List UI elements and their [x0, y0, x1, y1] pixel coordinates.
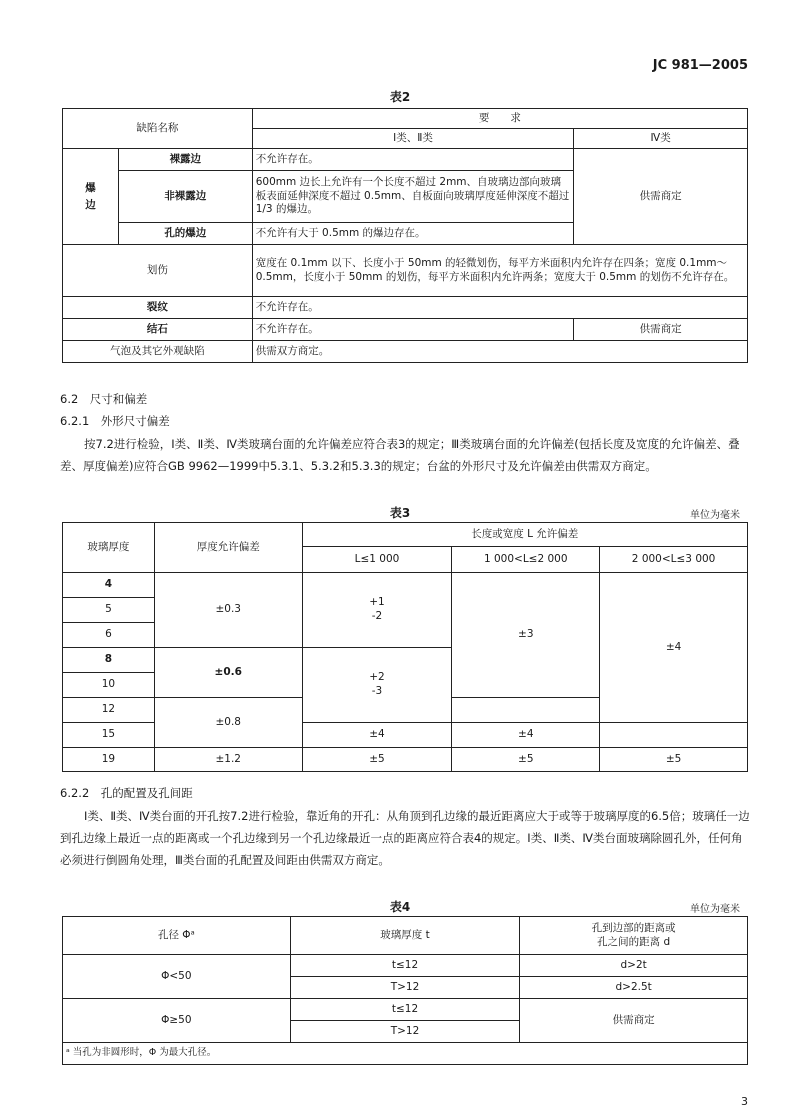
table3-thickness: 5: [63, 598, 155, 623]
table3: [62, 522, 748, 772]
table3-tol-c: ±0.8: [154, 698, 302, 748]
section-6-2-2-body: Ⅰ类、Ⅱ类、Ⅳ类台面的开孔按7.2进行检验，靠近角的开孔：从角顶到孔边缘的最近距离应大于或等于玻璃厚度的6.5倍；玻璃任一边到孔边缘上最近一点的距离或一个孔边缘到另一个孔边缘最近一点的距离应符合表4的规定。Ⅰ类、Ⅱ类、Ⅳ类台面玻璃除圆孔外，任何角必须进行倒圆角处理，Ⅲ类台面的孔配置及间距由供需双方商定。: [60, 809, 750, 867]
table2-row-req: 宽度在 0.1mm 以下、长度小于 50mm 的轻微划伤，每平方米面积内允许存在四条；宽度 0.1mm～0.5mm，长度小于 50mm 的划伤，每平方米面积内允许两条；宽度大于 0.5mm 的划伤不允许存在。: [252, 245, 747, 297]
table4-header-distance: 孔到边部的距离或 孔之间的距离 d: [520, 917, 748, 955]
table2-header-class123: Ⅰ类、Ⅱ类: [252, 129, 574, 149]
page-number: 3: [741, 1095, 748, 1108]
table3-thickness: 10: [63, 673, 155, 698]
section-6-2-title: 6.2 尺寸和偏差: [60, 392, 148, 406]
table2-row-name: 结石: [63, 319, 253, 341]
table3-thickness: 4: [63, 573, 155, 598]
table3-header-c1: L≤1 000: [302, 547, 452, 573]
table3-header-c3: 2 000<L≤3 000: [600, 547, 748, 573]
section-6-2-1-body: 按7.2进行检验，Ⅰ类、Ⅱ类、Ⅳ类玻璃台面的允许偏差应符合表3的规定；Ⅲ类玻璃台面的允许偏差(包括长度及宽度的允许偏差、叠差、厚度偏差)应符合GB 9962—1999中5.3.1、5.3.2和5.3.3的规定；台盆的外形尺寸及允许偏差由供需双方商定。: [60, 437, 740, 473]
table3-c3-19: ±5: [600, 748, 748, 772]
table3-thickness: 19: [63, 748, 155, 772]
table3-thickness: 12: [63, 698, 155, 723]
table2-row-req: 不允许存在。: [252, 319, 574, 341]
table4-distance: d>2t: [520, 955, 748, 977]
document-id: JC 981—2005: [652, 58, 748, 73]
table4-header-dia: 孔径 Φᵃ: [63, 917, 291, 955]
table4-distance-supply: 供需商定: [520, 999, 748, 1043]
table2: [62, 108, 748, 363]
section-6-2-2-title: 6.2.2 孔的配置及孔间距: [60, 786, 193, 800]
table4-header-thickness: 玻璃厚度 t: [290, 917, 520, 955]
table4-note: ᵃ 当孔为非圆形时，Φ 为最大孔径。: [63, 1043, 748, 1065]
table2-row-req: 不允许存在。: [252, 297, 747, 319]
table3-c2-15: ±4: [452, 723, 600, 748]
table3-c3-a: ±4: [600, 573, 748, 723]
table3-c3-empty: [600, 723, 748, 748]
section-6-2-1-title: 6.2.1 外形尺寸偏差: [60, 414, 170, 428]
table3-c1-15: ±4: [302, 723, 452, 748]
table3-tol-a: ±0.3: [154, 573, 302, 648]
table2-row-name: 气泡及其它外观缺陷: [63, 341, 253, 363]
table2-row-req: 供需双方商定。: [252, 341, 747, 363]
table3-caption: 表3: [389, 506, 411, 520]
table2-row-name: 非裸露边: [118, 171, 252, 223]
table4-distance: d>2.5t: [520, 977, 748, 999]
table3-thickness: 6: [63, 623, 155, 648]
table2-header-defect: 缺陷名称: [63, 109, 253, 149]
table4: [62, 916, 748, 1065]
table2-row-req: 600mm 边长上允许有一个长度不超过 2mm、自玻璃边部向玻璃板表面延伸深度不超过 0.5mm、自板面向玻璃厚度延伸深度不超过 1/3 的爆边。: [252, 171, 574, 223]
table4-dia-small: Φ<50: [63, 955, 291, 999]
table3-thickness: 15: [63, 723, 155, 748]
table3-c1-b: +2 -3: [302, 648, 452, 723]
table2-row-name: 划伤: [63, 245, 253, 297]
table4-caption: 表4: [389, 900, 411, 914]
table3-c2-19: ±5: [452, 748, 600, 772]
table3-header-tol: 厚度允许偏差: [154, 523, 302, 573]
table2-class4-supply: 供需商定: [574, 149, 748, 245]
table3-c1-a: +1 -2: [302, 573, 452, 648]
table2-header-class4: Ⅳ类: [574, 129, 748, 149]
table4-thickness: t≤12: [290, 955, 520, 977]
table4-thickness: t≤12: [290, 999, 520, 1021]
table2-caption: 表2: [389, 90, 411, 104]
table2-row-name: 裸露边: [118, 149, 252, 171]
table3-thickness: 8: [63, 648, 155, 673]
table2-class4-stone: 供需商定: [574, 319, 748, 341]
table2-header-req: 要 求: [252, 109, 747, 129]
table4-dia-large: Φ≥50: [63, 999, 291, 1043]
table2-row-req: 不允许有大于 0.5mm 的爆边存在。: [252, 223, 574, 245]
table2-row-name: 孔的爆边: [118, 223, 252, 245]
table4-thickness: T>12: [290, 1021, 520, 1043]
table3-header-c2: 1 000<L≤2 000: [452, 547, 600, 573]
table3-header-lw: 长度或宽度 L 允许偏差: [302, 523, 747, 547]
table3-tol-d: ±1.2: [154, 748, 302, 772]
table3-unit: 单位为毫米: [690, 510, 740, 521]
table4-unit: 单位为毫米: [690, 904, 740, 915]
table2-row-name: 裂纹: [63, 297, 253, 319]
table2-group-edge: 爆 边: [63, 149, 119, 245]
table3-c1-19: ±5: [302, 748, 452, 772]
table3-c2-a: ±3: [452, 573, 600, 698]
table3-tol-b: ±0.6: [154, 648, 302, 698]
table3-header-thickness: 玻璃厚度: [63, 523, 155, 573]
table2-row-req: 不允许存在。: [252, 149, 574, 171]
table4-thickness: T>12: [290, 977, 520, 999]
